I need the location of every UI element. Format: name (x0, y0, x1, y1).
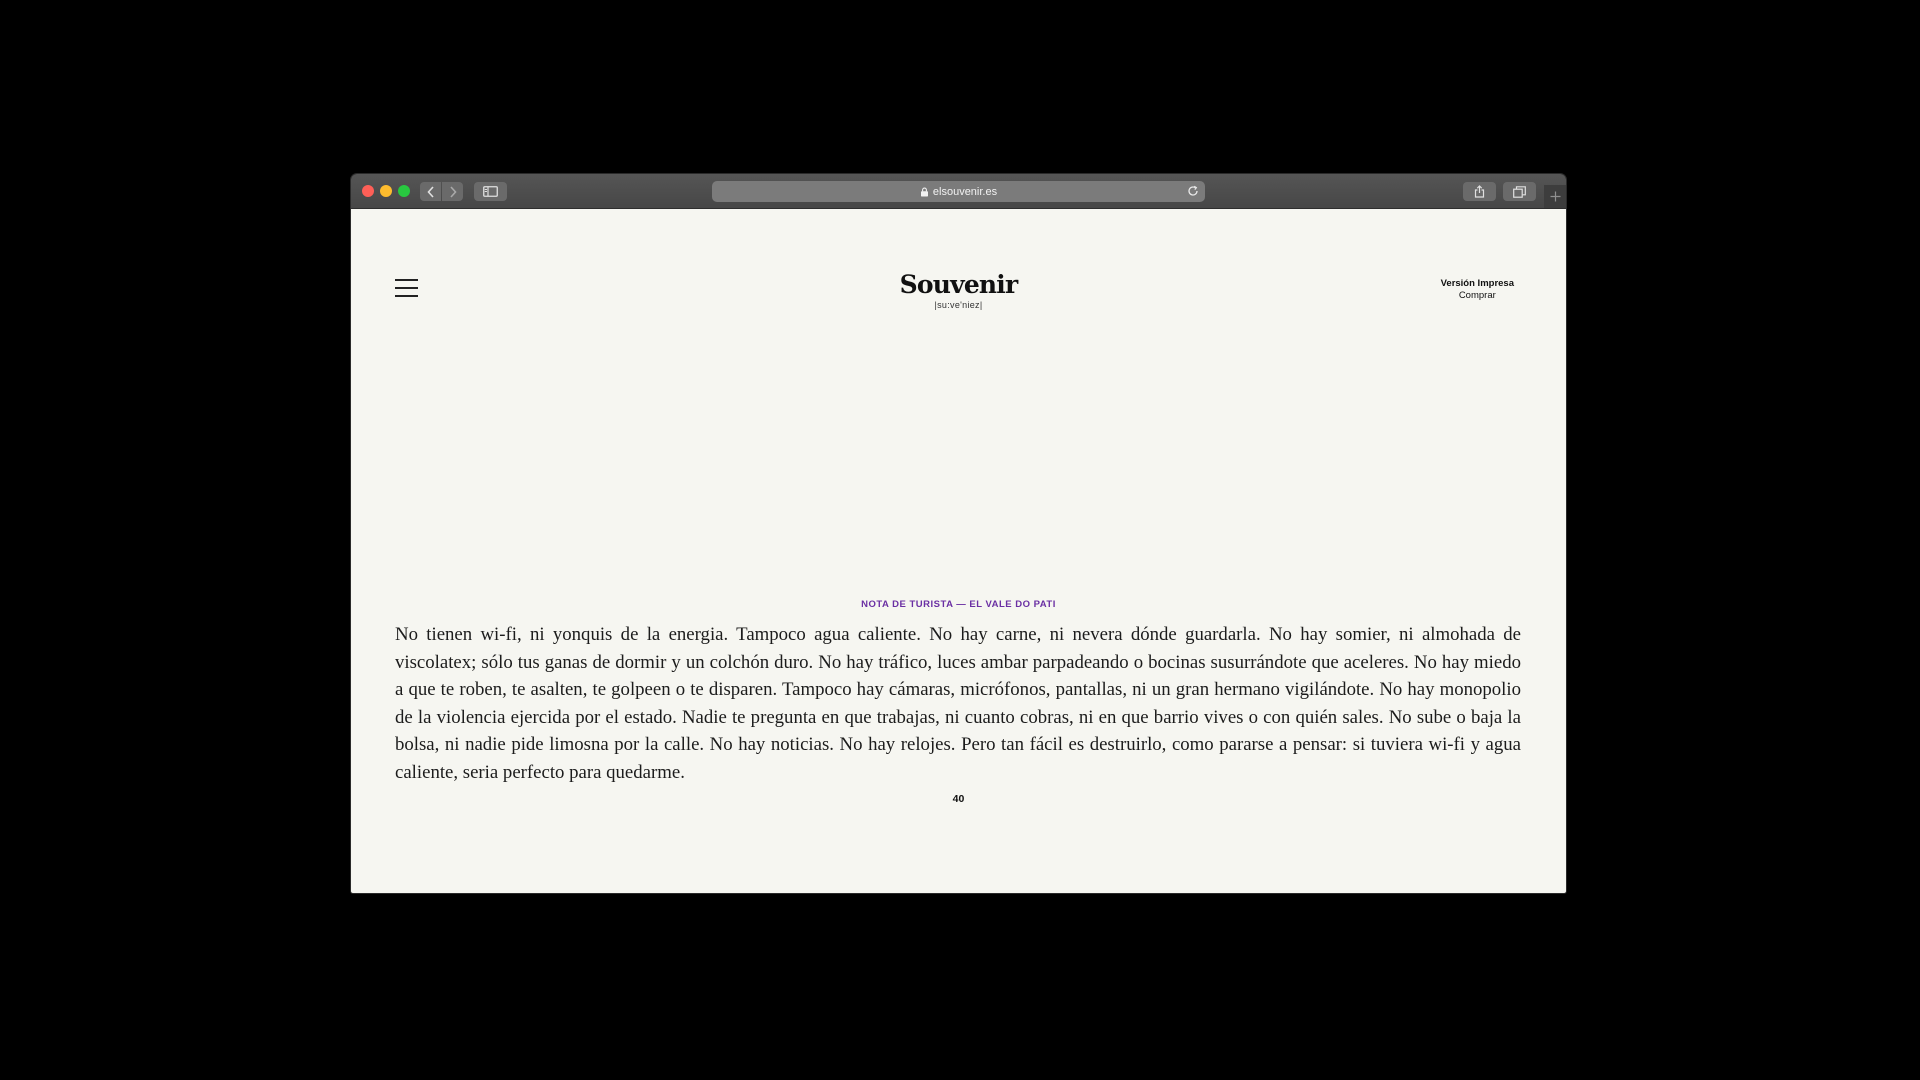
print-edition-label: Versión Impresa (1440, 278, 1514, 289)
chevron-right-icon (449, 186, 457, 198)
share-icon (1474, 185, 1485, 198)
plus-icon (1550, 191, 1561, 202)
tabs-icon (1513, 186, 1526, 198)
site-logo[interactable] (351, 271, 1566, 310)
new-tab-button[interactable] (1544, 185, 1566, 208)
browser-toolbar (351, 174, 1566, 209)
address-bar[interactable] (712, 181, 1205, 202)
show-tabs-button[interactable] (1503, 182, 1536, 201)
sidebar-icon (483, 186, 498, 197)
close-window-button[interactable] (362, 185, 374, 197)
web-page (351, 209, 1566, 893)
page-number: 40 (952, 793, 965, 805)
chevron-left-icon (427, 186, 435, 198)
site-phonetic: |su:ve'niez| (934, 300, 983, 310)
zoom-window-button[interactable] (398, 185, 410, 197)
print-edition-link[interactable] (1441, 278, 1514, 302)
reload-icon[interactable] (1187, 185, 1199, 197)
share-button[interactable] (1463, 182, 1496, 201)
forward-button[interactable] (442, 182, 463, 201)
article-kicker: NOTA DE TURISTA — EL VALE DO PATI (861, 599, 1056, 610)
browser-window (351, 174, 1566, 893)
back-button[interactable] (420, 182, 441, 201)
url-text: elsouvenir.es (932, 185, 998, 198)
minimize-window-button[interactable] (380, 185, 392, 197)
article-body: No tienen wi-fi, ni yonquis de la energia. Tampoco agua caliente. No hay carne, ni nevera dónde guardarla. No hay somier, ni almohada de viscolatex; sólo tus ganas de dormir y un colchón duro. No hay tráfico, luces ambar parpadeando o bocinas susurrándote que aceleres. No hay miedo a que te roben, te asalten, te golpeen o te disparen. Tampoco hay cámaras, micrófonos, pantallas, ni un gran hermano vigilándote. No hay monopolio de la violencia ejercida por el estado. Nadie te pregunta en que trabajas, ni cuanto cobras, ni en que barrio vives o con quién sales. No sube o baja la bolsa, ni nadie pide limosna por la calle. No hay noticias. No hay relojes. Pero tan fácil es destruirlo, como pararse a pensar: si tuviera wi-fi y agua caliente, seria perfecto para quedarme. (395, 624, 1521, 783)
sidebar-toggle-button[interactable] (474, 182, 507, 201)
site-title: Souvenir (899, 270, 1018, 299)
lock-icon (920, 187, 929, 197)
buy-link[interactable]: Comprar (1458, 290, 1496, 301)
